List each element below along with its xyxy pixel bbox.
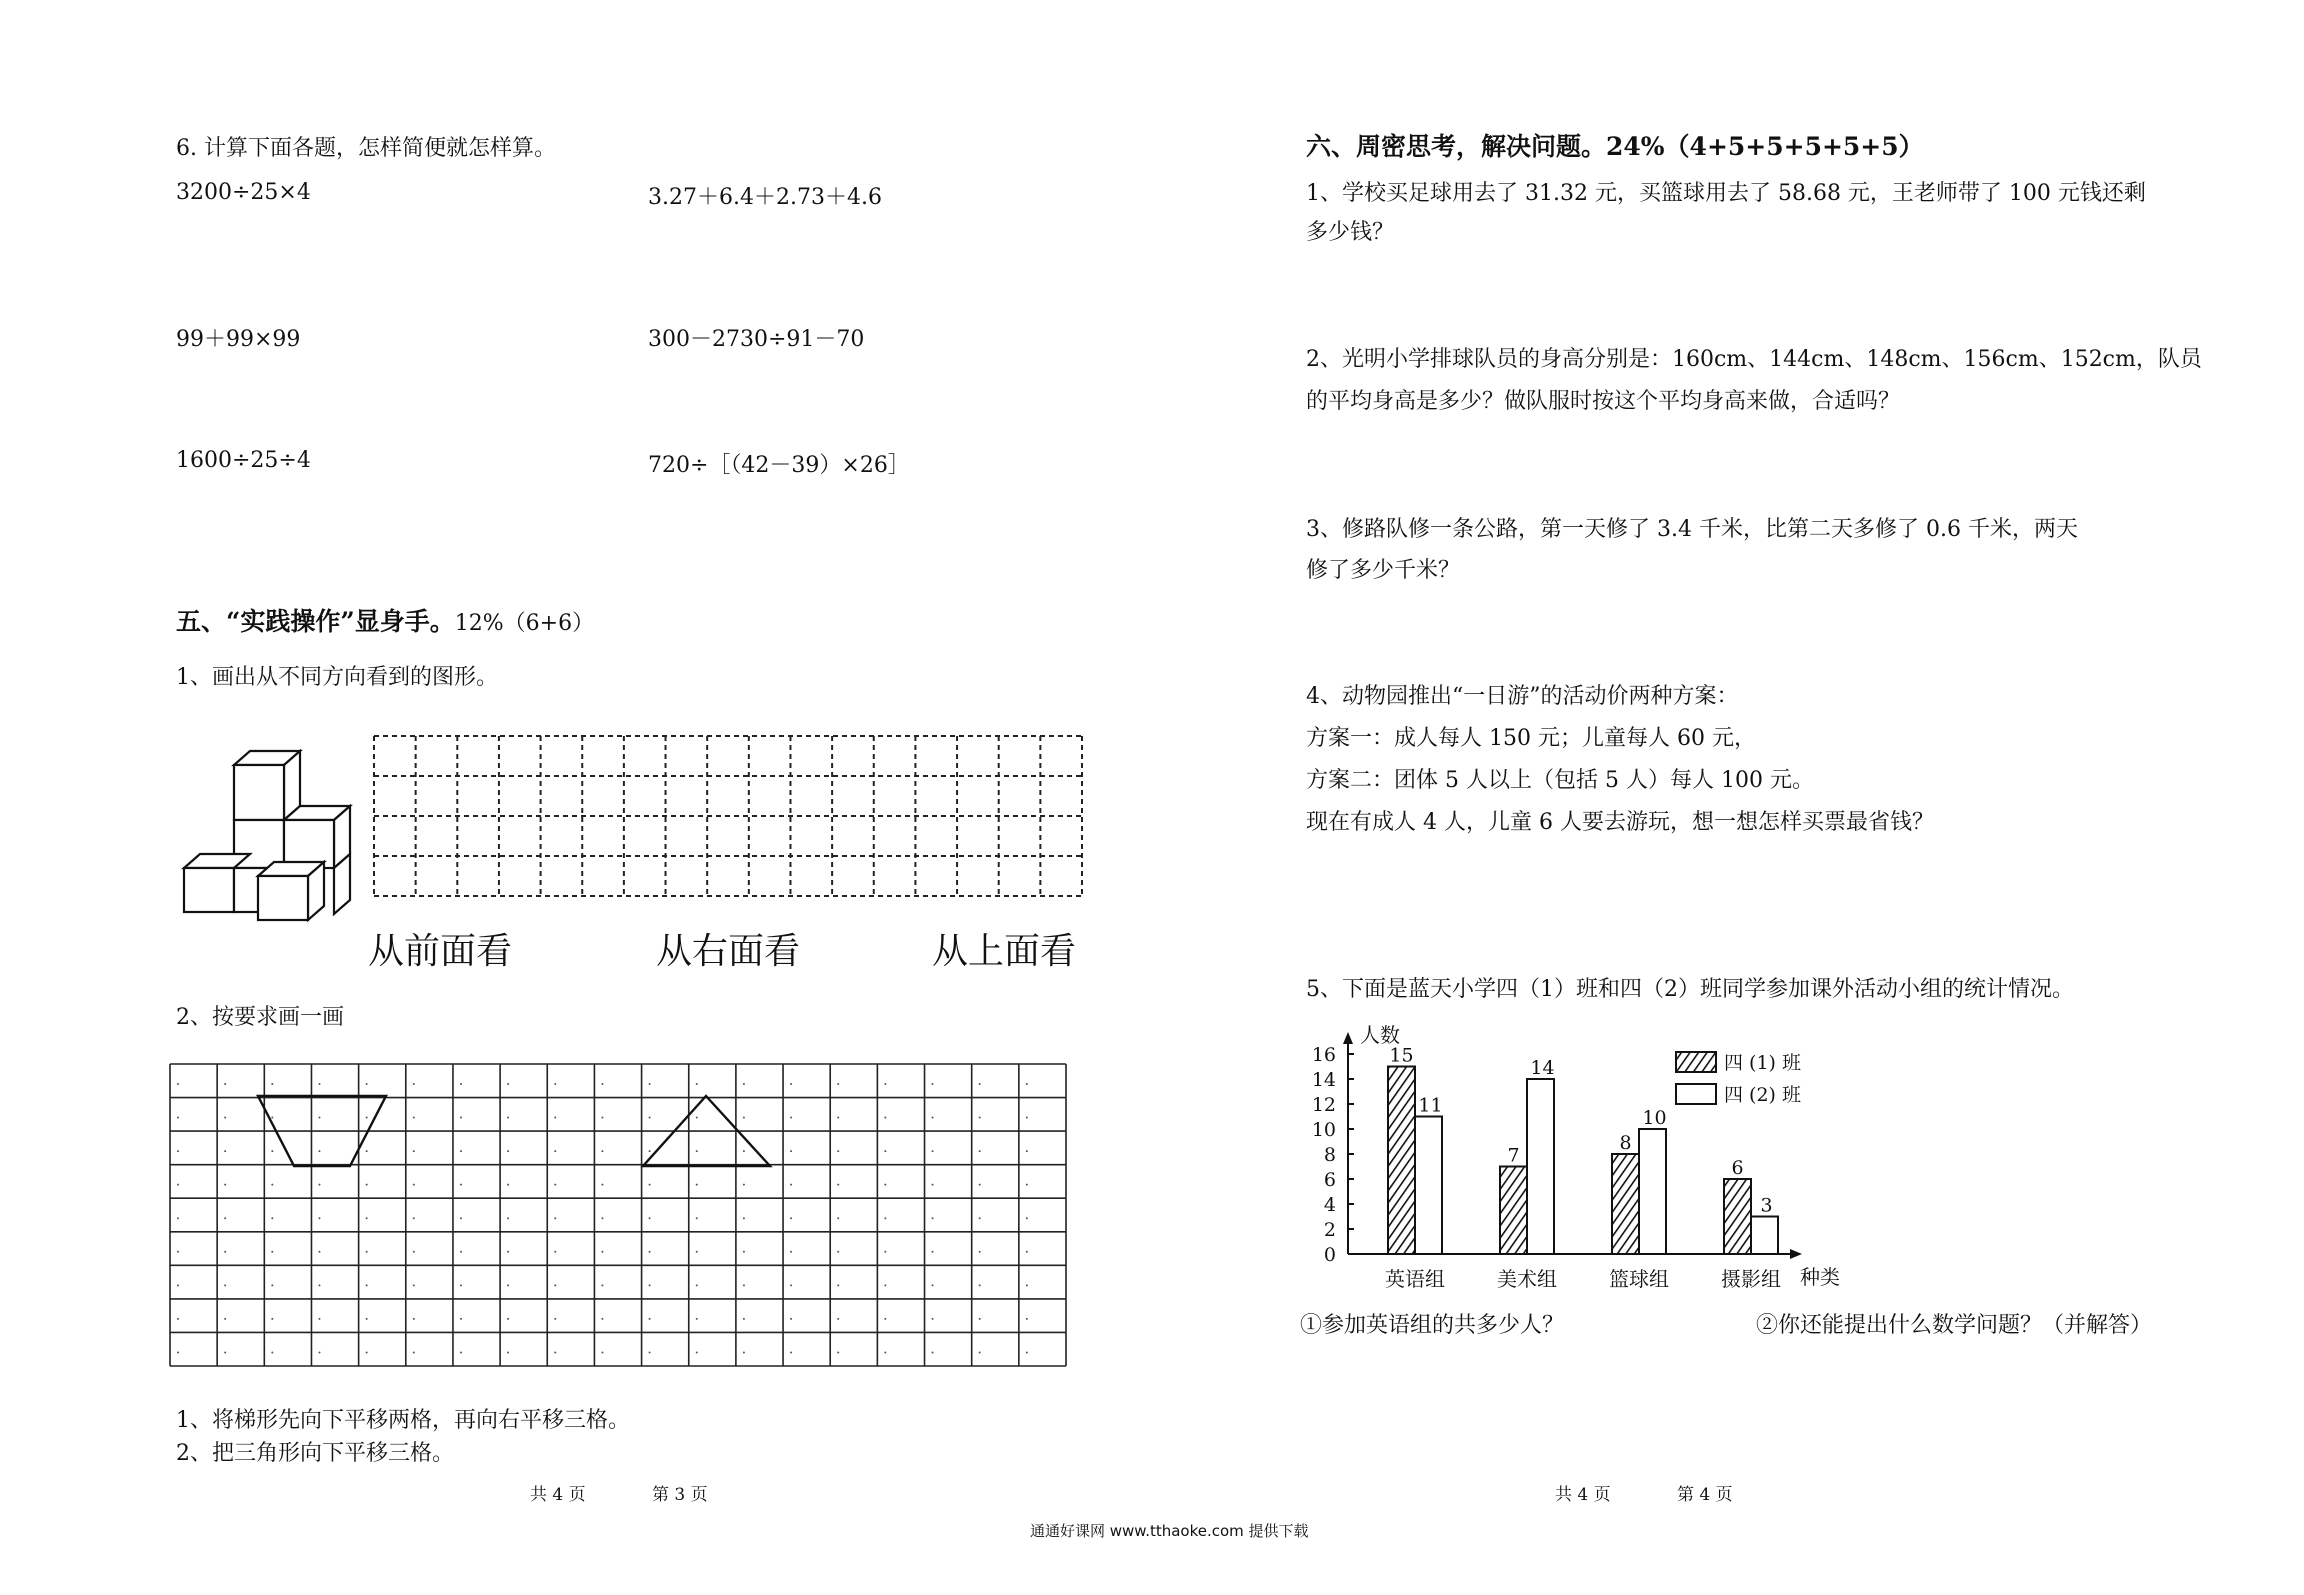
grid-dot [224, 1150, 226, 1152]
grid-dot [318, 1251, 320, 1253]
y-tick-label: 0 [1323, 1244, 1336, 1266]
s6-q1-line2: 多少钱？ [1306, 220, 1395, 245]
grid-dot [601, 1217, 603, 1219]
section5-q2: 2、按要求画一画 [176, 1005, 344, 1030]
grid-dot [932, 1117, 934, 1119]
grid-dot [743, 1251, 745, 1253]
grid-dot [554, 1184, 556, 1186]
s6-q2-line1: 2、光明小学排球队员的身高分别是：160cm、144cm、148cm、156cm、152cm，队员 [1306, 347, 2202, 372]
grid-dot [318, 1318, 320, 1320]
grid-dot [554, 1150, 556, 1152]
grid-dot [979, 1318, 981, 1320]
grid-dot [460, 1217, 462, 1219]
grid-dot [366, 1117, 368, 1119]
bar [1639, 1129, 1666, 1254]
grid-dot [318, 1184, 320, 1186]
calc-item-3: 99＋99×99 [176, 327, 301, 352]
s6-q3-line1: 3、修路队修一条公路，第一天修了 3.4 千米，比第二天多修了 0.6 千米，两天 [1306, 517, 2078, 542]
legend-swatch [1676, 1052, 1716, 1072]
bar [1724, 1179, 1751, 1254]
grid-dot [224, 1117, 226, 1119]
y-tick-label: 6 [1323, 1169, 1336, 1191]
y-tick-label: 4 [1323, 1194, 1336, 1216]
grid-dot [743, 1184, 745, 1186]
grid-dot [271, 1217, 273, 1219]
section5-heading [176, 602, 594, 638]
grid-dot [460, 1318, 462, 1320]
grid-dot [979, 1251, 981, 1253]
bar-value-label: 15 [1389, 1044, 1414, 1067]
grid-dot [318, 1117, 320, 1119]
section5-q1: 1、画出从不同方向看到的图形。 [176, 665, 498, 690]
grid-dot [318, 1284, 320, 1286]
legend-swatch [1676, 1084, 1716, 1104]
grid-dot [837, 1318, 839, 1320]
grid-dot [790, 1251, 792, 1253]
grid-dot [224, 1083, 226, 1085]
bottom-credit: 通通好课网 www.tthaoke.com 提供下载 [1030, 1522, 1309, 1540]
grid-dot [837, 1083, 839, 1085]
grid-dot [743, 1150, 745, 1152]
grid-dot [366, 1318, 368, 1320]
grid-dot [460, 1284, 462, 1286]
category-label: 美术组 [1497, 1267, 1557, 1291]
grid-dot [177, 1150, 179, 1152]
grid-dot [884, 1318, 886, 1320]
grid-dot [224, 1217, 226, 1219]
bar [1500, 1167, 1527, 1255]
grid-dot [1026, 1184, 1028, 1186]
grid-dot [696, 1083, 698, 1085]
grid-dot [790, 1217, 792, 1219]
grid-dot [177, 1217, 179, 1219]
grid-dot [932, 1284, 934, 1286]
grid-dot [696, 1284, 698, 1286]
footer-left-total: 共 4 页 [530, 1485, 586, 1505]
grid-dot [224, 1284, 226, 1286]
grid-dot [177, 1251, 179, 1253]
grid-dot [318, 1083, 320, 1085]
calc-item-1: 3200÷25×4 [176, 180, 311, 205]
grid-dot [460, 1251, 462, 1253]
view-label-right: 从右面看 [656, 931, 801, 972]
s6-q4-line1: 4、动物园推出“一日游”的活动价两种方案： [1306, 684, 1739, 709]
bar-value-label: 3 [1760, 1194, 1773, 1217]
grid-dot [318, 1217, 320, 1219]
bar-value-label: 8 [1619, 1132, 1632, 1154]
y-tick-label: 8 [1323, 1144, 1336, 1166]
grid-dot [177, 1117, 179, 1119]
grid-dot [413, 1351, 415, 1353]
grid-dot [743, 1351, 745, 1353]
grid-dot [554, 1217, 556, 1219]
grid-dot [1026, 1117, 1028, 1119]
grid-dot [837, 1184, 839, 1186]
grid-dot [601, 1351, 603, 1353]
grid-dot [649, 1150, 651, 1152]
grid-dot [649, 1217, 651, 1219]
grid-dot [507, 1083, 509, 1085]
grid-dot [837, 1217, 839, 1219]
grid-dot [884, 1083, 886, 1085]
grid-dot [413, 1184, 415, 1186]
grid-dot [1026, 1351, 1028, 1353]
bar [1751, 1217, 1778, 1255]
grid-dot [884, 1150, 886, 1152]
y-tick-label: 14 [1311, 1069, 1336, 1091]
category-label: 摄影组 [1721, 1267, 1781, 1291]
grid-dot [884, 1251, 886, 1253]
grid-dot [460, 1184, 462, 1186]
grid-dot [601, 1083, 603, 1085]
grid-dot [696, 1117, 698, 1119]
grid-dot [743, 1318, 745, 1320]
y-tick-label: 2 [1323, 1219, 1336, 1241]
dashed-drawing-grid [372, 734, 1088, 899]
grid-dot [366, 1284, 368, 1286]
grid-dot [649, 1318, 651, 1320]
grid-dot [696, 1217, 698, 1219]
bar-value-label: 10 [1642, 1107, 1667, 1129]
s6-q3-line2: 修了多少千米？ [1306, 558, 1461, 583]
grid-dot [224, 1318, 226, 1320]
grid-dot [790, 1184, 792, 1186]
legend-label: 四 (2) 班 [1724, 1084, 1801, 1106]
grid-dot [271, 1318, 273, 1320]
grid-dot [507, 1284, 509, 1286]
grid-dot [696, 1351, 698, 1353]
grid-dot [507, 1217, 509, 1219]
grid-dot [743, 1117, 745, 1119]
grid-dot [884, 1117, 886, 1119]
grid-dot [224, 1251, 226, 1253]
bar-chart [1300, 1010, 1860, 1310]
grid-dot [601, 1284, 603, 1286]
grid-dot [177, 1284, 179, 1286]
grid-dot [979, 1083, 981, 1085]
grid-dot [554, 1251, 556, 1253]
sub-question-1: ①参加英语组的共多少人？ [1300, 1313, 1565, 1338]
grid-dot [1026, 1284, 1028, 1286]
q6-title: 6. 计算下面各题，怎样简便就怎样算。 [176, 136, 556, 161]
grid-dot [507, 1150, 509, 1152]
grid-dot [979, 1117, 981, 1119]
grid-dot [790, 1351, 792, 1353]
view-label-top: 从上面看 [932, 931, 1077, 972]
footer-right-page: 第 4 页 [1677, 1485, 1733, 1505]
grid-dot [649, 1251, 651, 1253]
bar-value-label: 6 [1731, 1157, 1744, 1179]
grid-dot [271, 1184, 273, 1186]
grid-dot [932, 1217, 934, 1219]
s6-q2-line2: 的平均身高是多少？做队服时按这个平均身高来做，合适吗？ [1306, 389, 1901, 414]
y-axis-label: 人数 [1360, 1023, 1400, 1047]
grid-dot [649, 1284, 651, 1286]
grid-dot [932, 1083, 934, 1085]
calc-item-4: 300－2730÷91－70 [648, 327, 865, 352]
grid-dot [507, 1318, 509, 1320]
grid-dot [366, 1251, 368, 1253]
grid-dot [366, 1083, 368, 1085]
grid-dot [649, 1184, 651, 1186]
s6-q5: 5、下面是蓝天小学四（1）班和四（2）班同学参加课外活动小组的统计情况。 [1306, 977, 2074, 1002]
grid-dot [649, 1351, 651, 1353]
grid-dot [837, 1351, 839, 1353]
instruction-2: 2、把三角形向下平移三格。 [176, 1441, 454, 1466]
grid-dot [366, 1351, 368, 1353]
grid-dot [932, 1150, 934, 1152]
bar [1415, 1117, 1442, 1255]
grid-dot [224, 1184, 226, 1186]
grid-dot [366, 1184, 368, 1186]
grid-dot [318, 1150, 320, 1152]
grid-dot [696, 1184, 698, 1186]
grid-dot [884, 1184, 886, 1186]
grid-dot [790, 1150, 792, 1152]
grid-dot [413, 1318, 415, 1320]
grid-dot [979, 1284, 981, 1286]
grid-dot [743, 1217, 745, 1219]
grid-dot [932, 1251, 934, 1253]
y-tick-label: 10 [1311, 1119, 1336, 1141]
grid-dot [413, 1251, 415, 1253]
grid-dot [837, 1117, 839, 1119]
grid-dot [554, 1351, 556, 1353]
grid-dot [177, 1318, 179, 1320]
grid-dot [696, 1150, 698, 1152]
grid-dot [413, 1284, 415, 1286]
grid-dot [743, 1083, 745, 1085]
grid-dot [507, 1117, 509, 1119]
grid-dot [932, 1318, 934, 1320]
grid-dot [460, 1150, 462, 1152]
grid-dot [932, 1184, 934, 1186]
grid-dot [979, 1351, 981, 1353]
grid-dot [271, 1284, 273, 1286]
grid-dot [884, 1284, 886, 1286]
grid-dot [1026, 1318, 1028, 1320]
grid-dot [507, 1184, 509, 1186]
calc-item-5: 1600÷25÷4 [176, 448, 311, 473]
section5-heading-score: 12%（6+6） [454, 611, 595, 636]
grid-dot [601, 1117, 603, 1119]
section5-heading-bold: 五、“实践操作”显身手。 [176, 607, 455, 636]
footer-left-page: 第 3 页 [652, 1485, 708, 1505]
grid-dot [979, 1184, 981, 1186]
grid-dot [649, 1083, 651, 1085]
instruction-1: 1、将梯形先向下平移两格，再向右平移三格。 [176, 1408, 630, 1433]
grid-dot [224, 1351, 226, 1353]
grid-dot [271, 1083, 273, 1085]
grid-dot [696, 1318, 698, 1320]
category-label: 篮球组 [1609, 1267, 1669, 1291]
grid-dot [554, 1117, 556, 1119]
grid-dot [271, 1150, 273, 1152]
grid-dot [601, 1318, 603, 1320]
bar-value-label: 11 [1418, 1094, 1443, 1117]
grid-dot [460, 1351, 462, 1353]
x-axis-label: 种类 [1800, 1265, 1840, 1289]
grid-dot [177, 1083, 179, 1085]
bar [1388, 1067, 1415, 1255]
grid-dot [837, 1284, 839, 1286]
grid-dot [979, 1150, 981, 1152]
grid-dot [649, 1117, 651, 1119]
grid-dot [413, 1117, 415, 1119]
calc-item-6: 720÷［（42－39）×26］ [648, 453, 910, 478]
grid-dot [1026, 1217, 1028, 1219]
grid-dot [1026, 1150, 1028, 1152]
grid-dot [1026, 1251, 1028, 1253]
grid-dot [507, 1351, 509, 1353]
grid-dot [271, 1351, 273, 1353]
s6-q4-line4: 现在有成人 4 人，儿童 6 人要去游玩，想一想怎样买票最省钱？ [1306, 810, 1934, 835]
grid-dot [696, 1251, 698, 1253]
bar [1612, 1154, 1639, 1254]
grid-dot [413, 1150, 415, 1152]
s6-q4-line2: 方案一：成人每人 150 元；儿童每人 60 元， [1306, 726, 1756, 751]
footer-right-total: 共 4 页 [1555, 1485, 1611, 1505]
grid-dot [177, 1184, 179, 1186]
bar [1527, 1079, 1554, 1254]
grid-dot [507, 1251, 509, 1253]
grid-dot [554, 1284, 556, 1286]
grid-dot [366, 1150, 368, 1152]
legend-label: 四 (1) 班 [1724, 1052, 1801, 1074]
translation-grid [168, 1062, 1072, 1372]
s6-q4-line3: 方案二：团体 5 人以上（包括 5 人）每人 100 元。 [1306, 768, 1814, 793]
grid-dot [271, 1117, 273, 1119]
s6-q1-line1: 1、学校买足球用去了 31.32 元，买篮球用去了 58.68 元，王老师带了 100 元钱还剩 [1306, 181, 2146, 206]
grid-dot [979, 1217, 981, 1219]
grid-dot [554, 1318, 556, 1320]
x-axis-arrow [1790, 1249, 1802, 1259]
grid-dot [271, 1251, 273, 1253]
grid-dot [1026, 1083, 1028, 1085]
grid-dot [932, 1351, 934, 1353]
grid-dot [837, 1251, 839, 1253]
y-axis-arrow [1343, 1032, 1353, 1044]
grid-dot [790, 1284, 792, 1286]
grid-dot [790, 1318, 792, 1320]
bar-value-label: 7 [1507, 1144, 1520, 1167]
section6-heading: 六、周密思考，解决问题。24%（4+5+5+5+5+5） [1306, 132, 1924, 161]
cube-stack-figure [176, 738, 366, 918]
grid-dot [460, 1083, 462, 1085]
grid-dot [177, 1351, 179, 1353]
y-tick-label: 12 [1311, 1094, 1336, 1116]
grid-dot [318, 1351, 320, 1353]
grid-dot [601, 1150, 603, 1152]
y-tick-label: 16 [1311, 1044, 1336, 1066]
calc-item-2: 3.27＋6.4＋2.73＋4.6 [648, 185, 882, 210]
grid-dot [790, 1117, 792, 1119]
grid-dot [837, 1150, 839, 1152]
category-label: 英语组 [1385, 1267, 1445, 1291]
grid-dot [554, 1083, 556, 1085]
grid-dot [884, 1351, 886, 1353]
bar-value-label: 14 [1530, 1057, 1555, 1079]
grid-dot [743, 1284, 745, 1286]
grid-dot [460, 1117, 462, 1119]
grid-dot [601, 1184, 603, 1186]
grid-dot [601, 1251, 603, 1253]
grid-dot [413, 1217, 415, 1219]
sub-question-2: ②你还能提出什么数学问题？（并解答） [1756, 1313, 2153, 1338]
view-label-front: 从前面看 [368, 931, 513, 972]
grid-dot [366, 1217, 368, 1219]
grid-dot [884, 1217, 886, 1219]
grid-dot [413, 1083, 415, 1085]
grid-dot [790, 1083, 792, 1085]
